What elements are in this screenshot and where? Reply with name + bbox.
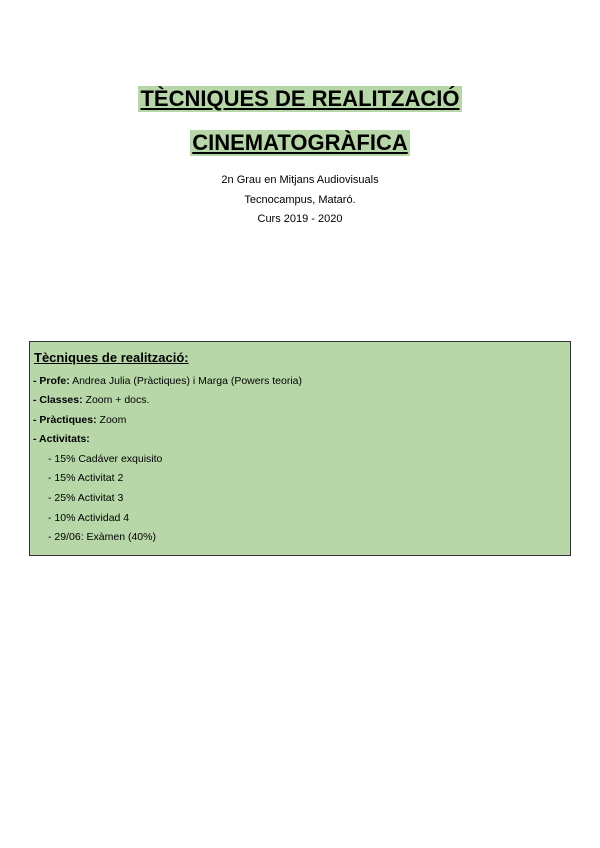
subtitle-degree: 2n Grau en Mitjans Audiovisuals — [221, 174, 379, 186]
activity-item: - 25% Activitat 3 — [48, 492, 124, 504]
course-info-box — [29, 341, 571, 556]
classes-row — [33, 394, 149, 406]
subtitle-institution: Tecnocampus, Mataró. — [244, 194, 356, 206]
activity-item: - 15% Cadáver exquisito — [48, 453, 163, 465]
practiques-row — [33, 414, 126, 426]
profe-row — [33, 375, 302, 387]
title-text-2: CINEMATOGRÀFICA — [192, 130, 408, 155]
activity-item: - 29/06: Exàmen (40%) — [48, 531, 156, 543]
practiques-value: Zoom — [96, 414, 127, 426]
document-title-line-2 — [0, 130, 600, 156]
box-heading: Tècniques de realització: — [34, 350, 189, 365]
document-title-line-1 — [0, 86, 600, 112]
activitats-row — [33, 433, 90, 445]
profe-label: - Profe: — [33, 375, 70, 387]
activity-item: - 10% Actividad 4 — [48, 512, 130, 524]
practiques-label: - Pràctiques: — [33, 414, 97, 426]
subtitle-course-year: Curs 2019 - 2020 — [257, 213, 343, 225]
activitats-label: - Activitats: — [33, 433, 90, 445]
classes-label: - Classes: — [33, 394, 83, 406]
title-text-1: TÈCNIQUES DE REALITZACIÓ — [140, 86, 460, 111]
profe-value: Andrea Julia (Pràctiques) i Marga (Powers teoria) — [69, 375, 303, 387]
classes-value: Zoom + docs. — [82, 394, 150, 406]
activity-item: - 15% Activitat 2 — [48, 472, 124, 484]
